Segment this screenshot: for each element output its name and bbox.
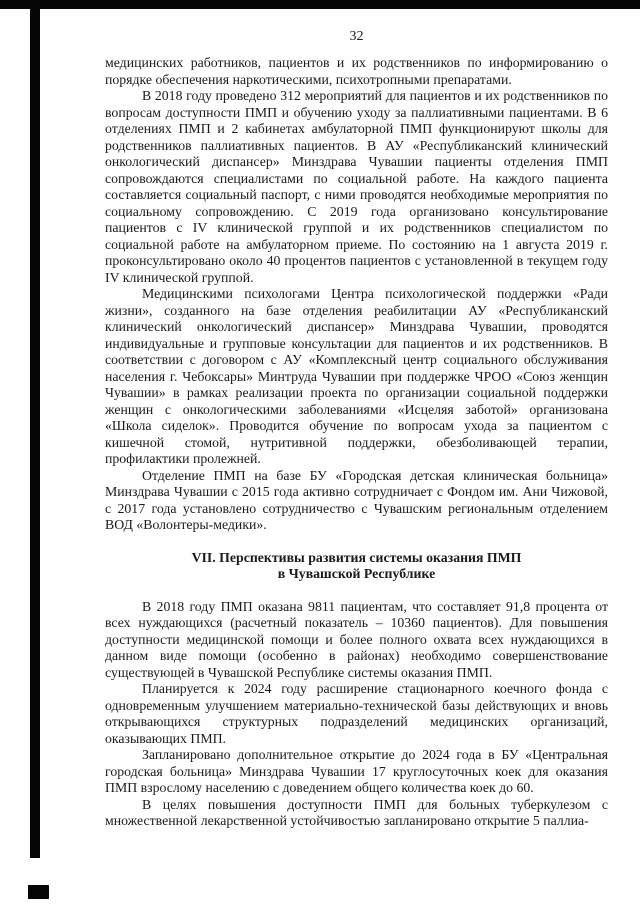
scan-artifact-top-edge — [0, 0, 640, 9]
scan-artifact-bottom-left — [28, 885, 49, 899]
paragraph: В 2018 году проведено 312 мероприятий для пациентов и их родственников по вопросам доступности ПМП и обучению уходу за паллиативными пациентами. В 6 отделениях ПМП и 2 кабинетах амбулаторной ПМП функционируют школы для родственников паллиативных пациентов. В АУ «Республиканский клинический онкологический диспансер» Минздрава Чувашии пациенты отделения ПМП сопровождаются специалистами по социальной работе. На каждого пациента составляется социальный паспорт, с ними проводятся необходимые мероприятия по социальному сопровождению. С 2019 года организовано консультирование пациентов с IV клинической группой и их родственников специалистом по социальной работе на амбулаторном приеме. По состоянию на 1 августа 2019 г. проконсультировано около 40 процентов пациентов с установленной в текущем году IV клинической группой. — [105, 88, 608, 285]
paragraph-continuation: медицинских работников, пациентов и их родственников по информированию о порядке обеспечения наркотическими, психотропными препаратами. — [105, 55, 608, 87]
paragraph: Отделение ПМП на базе БУ «Городская детская клиническая больница» Минздрава Чувашии с 2015 года активно сотрудничает с Фондом им. Ани Чижовой, с 2017 года установлено сотрудничество с Чувашским региональным отделением ВОД «Волонтеры-медики». — [105, 467, 608, 532]
paragraph: В 2018 году ПМП оказана 9811 пациентам, что составляет 91,8 процента от всех нуждающихся (расчетный показатель – 10360 пациентов). Для повышения доступности медицинской помощи и более полного охвата всех нуждающихся в данном виде помощи (особенно в районах) необходимо совершенствование существующей в Чувашской Республике системы оказания ПМП. — [105, 598, 608, 680]
paragraph: Планируется к 2024 году расширение стационарного коечного фонда с одновременным улучшением материально-технической базы действующих и вновь открывающихся структурных подразделений медицинских организаций, оказывающих ПМП. — [105, 681, 608, 746]
paragraph: Медицинскими психологами Центра психологической поддержки «Ради жизни», созданного на базе отделения реабилитации АУ «Республиканский клинический онкологический диспансер» Минздрава Чувашии, проводятся индивидуальные и групповые консультации для пациентов и их родственников. В соответствии с договором с АУ «Комплексный центр социального обслуживания населения г. Чебоксары» Минтруда Чувашии при поддержке ЧРОО «Союз женщин Чувашии» в рамках реализации проекта по организации социальной поддержки женщин с онкологическими заболеваниями «Исцеляя заботой» организована «Школа сиделок». Проводится обучение по вопросам ухода за пациентом с кишечной стомой, нутритивной поддержки, обезболивающей терапии, профилактики пролежней. — [105, 286, 608, 466]
paragraph: В целях повышения доступности ПМП для больных туберкулезом с множественной лекарственной устойчивостью запланировано открытие 5 паллиа- — [105, 796, 608, 828]
paragraph: Запланировано дополнительное открытие до 2024 года в БУ «Центральная городская больница» Минздрава Чувашии 17 круглосуточных коек для оказания ПМП взрослому населению с доведением общего количества коек до 60. — [105, 747, 608, 795]
page-number: 32 — [349, 29, 364, 44]
section-heading — [105, 550, 608, 583]
section-heading-line-2: в Чувашской Республике — [277, 566, 436, 581]
scan-artifact-left-edge — [30, 0, 40, 858]
section-heading-line-1: VII. Перспективы развития системы оказания ПМП — [191, 549, 522, 565]
document-body — [105, 55, 608, 830]
